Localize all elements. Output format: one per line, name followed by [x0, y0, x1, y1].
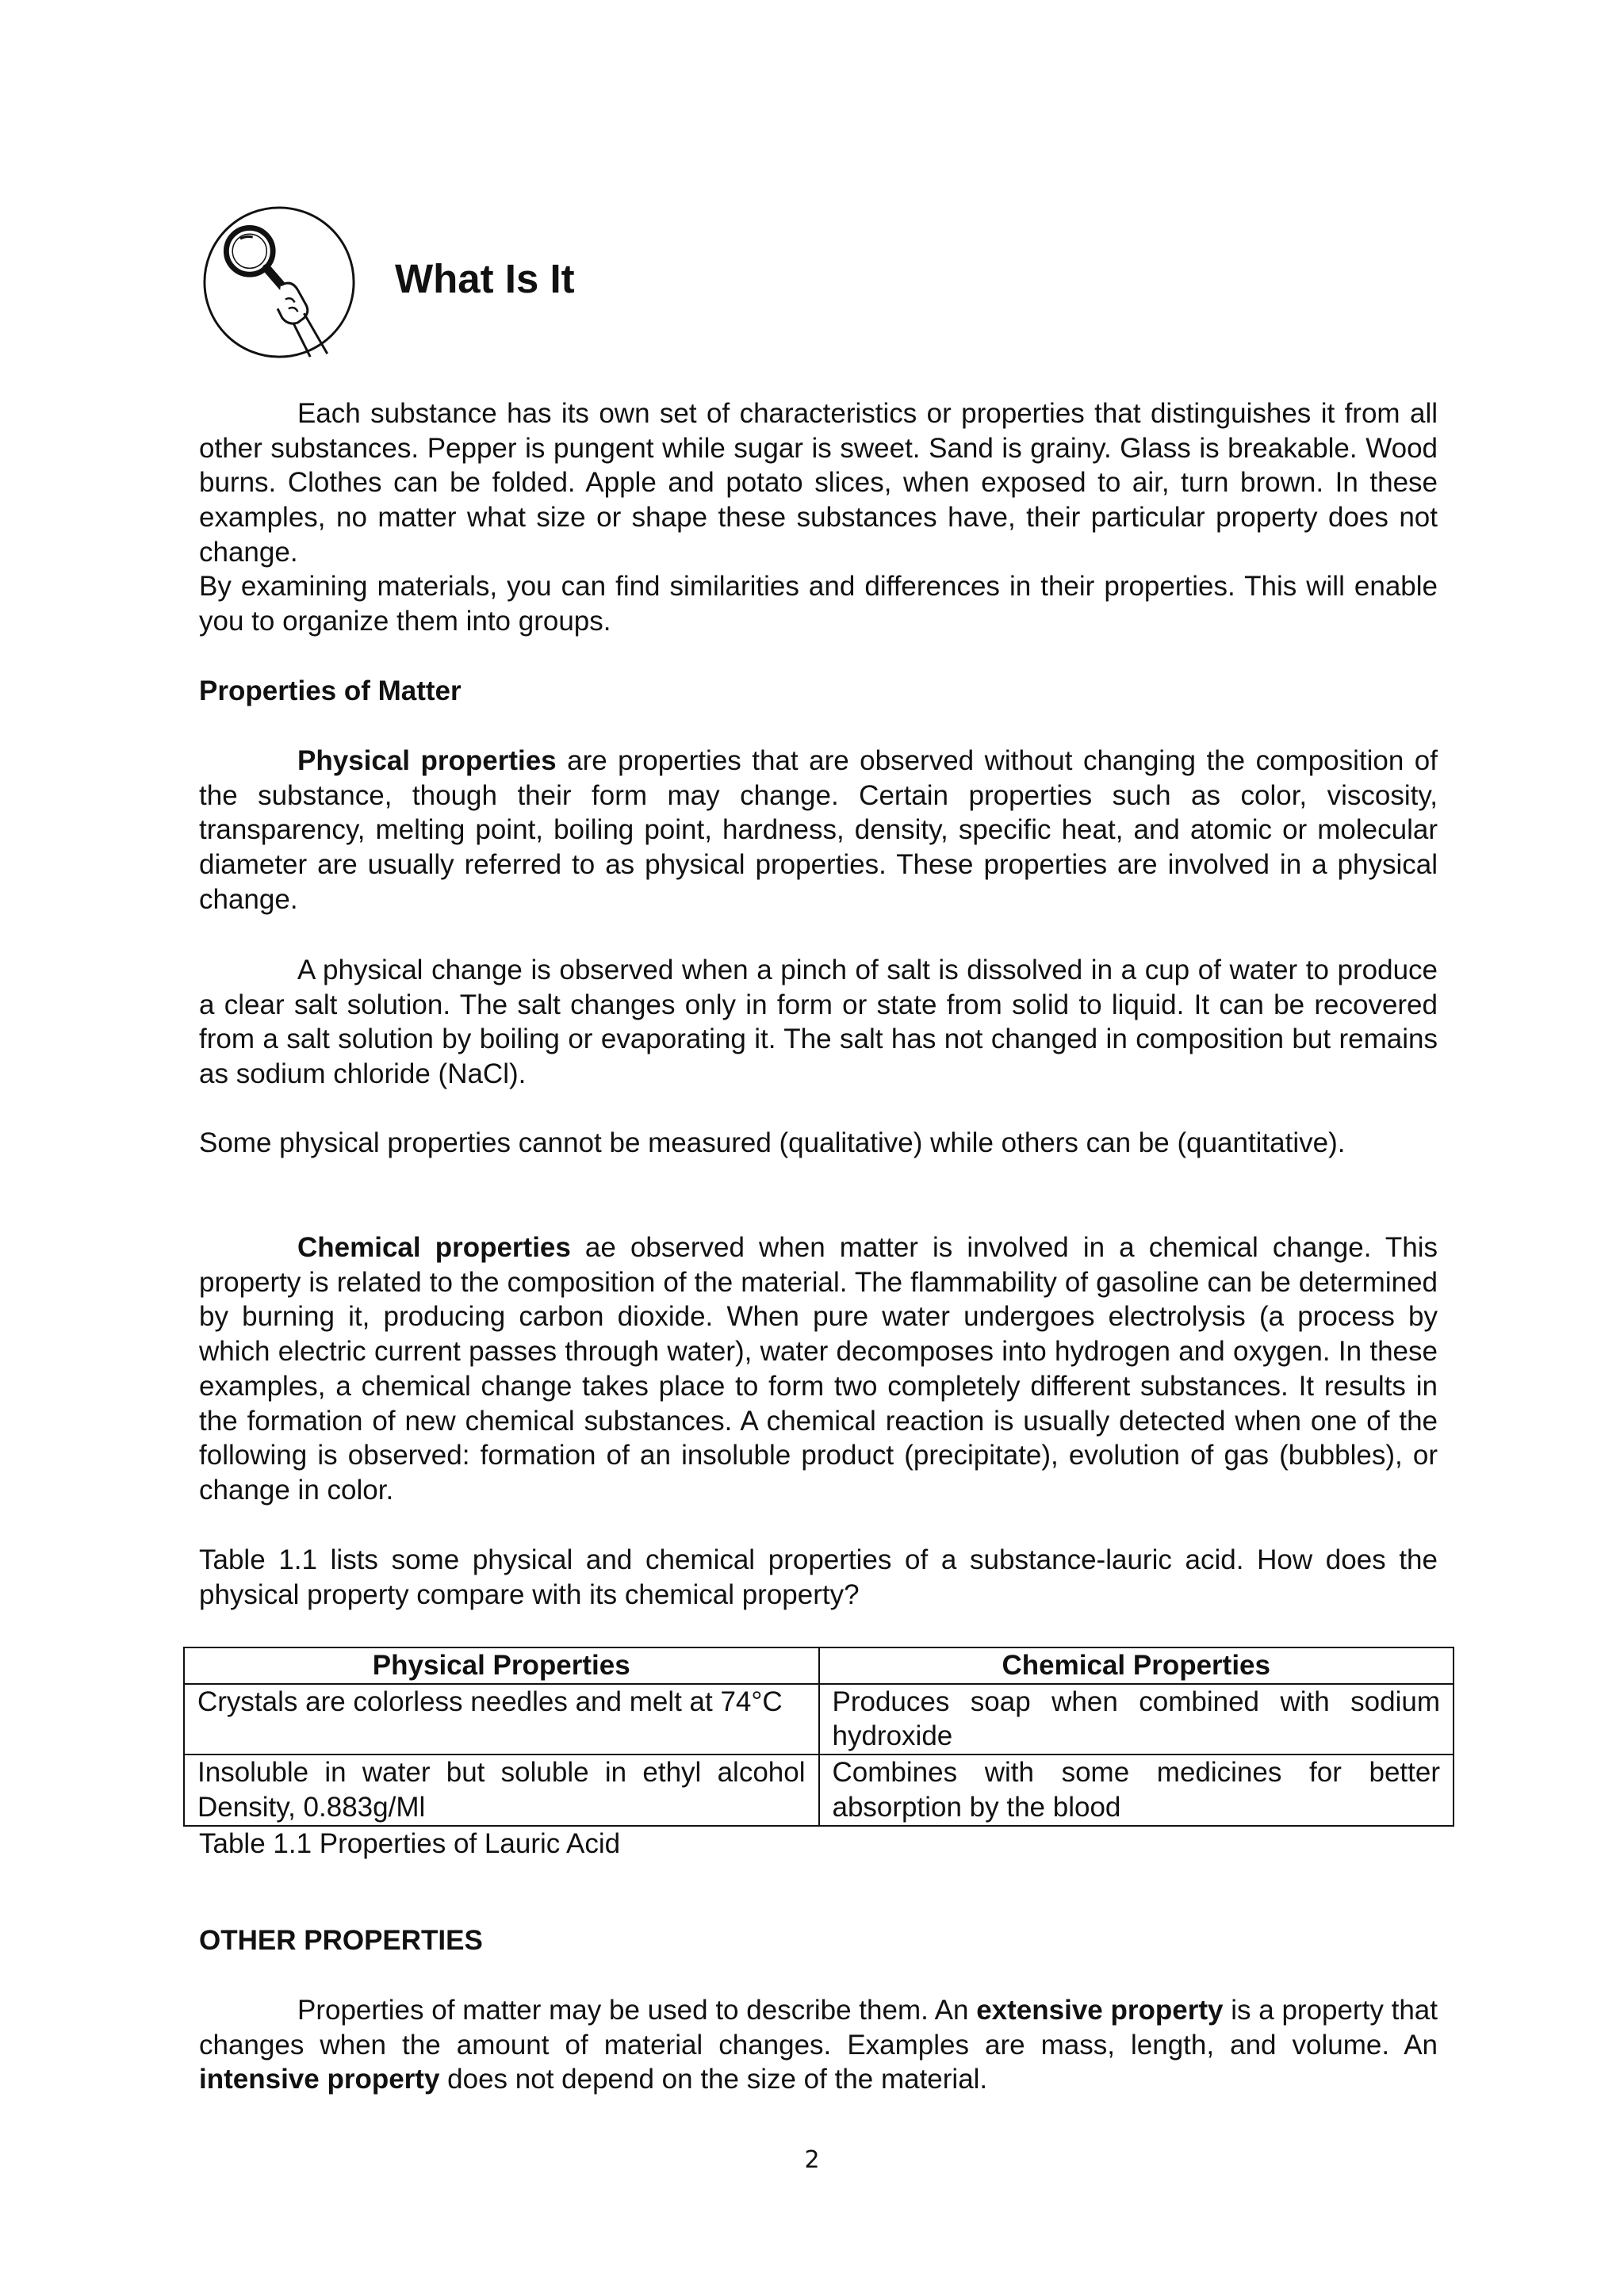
other-properties-paragraph: [199, 1993, 1438, 2097]
page-number: 2: [804, 2146, 820, 2174]
other-properties-text: is a property that changes when the amount of material changes. Examples are mass, length, and volume. An: [199, 1995, 1438, 2061]
subheading-other-properties: OTHER PROPERTIES: [199, 1925, 483, 1956]
measurement-paragraph: Some physical properties cannot be measured (qualitative) while others can be (quantitative).: [199, 1127, 1346, 1158]
physical-properties-paragraph: [199, 744, 1438, 917]
table-cell: Combines with some medicines for better absorption by the blood: [819, 1755, 1454, 1825]
other-properties-text: does not depend on the size of the material.: [439, 2064, 988, 2095]
physical-change-paragraph: A physical change is observed when a pinch of salt is dissolved in a cup of water to produce a clear salt solution. The salt changes only in form or state from solid to liquid. It can be recovered from a salt solution by boiling or evaporating it. The salt has not changed in composition but remains as sodium chloride (NaCl).: [199, 955, 1438, 1090]
table-header-row: [184, 1647, 1454, 1684]
other-properties-text: Properties of matter may be used to describe them. An: [297, 1995, 977, 2026]
chemical-properties-text: ae observed when matter is involved in a chemical change. This property is related to the composition of the material. The flammability of gasoline can be determined by burning it, producing carbon dioxide. When pure water undergoes electrolysis (a process by which electric current passes through water), water decomposes into hydrogen and oxygen. In these examples, a chemical change takes place to form two completely different substances. It results in the formation of new chemical substances. A chemical reaction is usually detected when one of the following is observed: formation of an insoluble product (precipitate), evolution of gas (bubbles), or change in color.: [199, 1232, 1438, 1506]
extensive-property-term: extensive property: [976, 1995, 1224, 2026]
table-cell: Produces soap when combined with sodium hydroxide: [819, 1684, 1454, 1755]
table-row: [184, 1684, 1454, 1755]
section-title: What Is It: [395, 256, 575, 301]
table-caption: Table 1.1 Properties of Lauric Acid: [199, 1828, 621, 1859]
table-cell: Insoluble in water but soluble in ethyl alcohol Density, 0.883g/Ml: [184, 1755, 819, 1825]
physical-properties-text: are properties that are observed without changing the composition of the substance, though their form may change. Certain properties such as color, viscosity, transparency, melting point, boiling point, hardness, density, specific heat, and atomic or molecular diameter are usually referred to as physical properties. These properties are involved in a physical change.: [199, 745, 1438, 915]
lauric-acid-properties-table: [183, 1647, 1454, 1827]
chemical-properties-term: Chemical properties: [297, 1232, 571, 1263]
chemical-properties-paragraph: [199, 1230, 1438, 1508]
intro-paragraph-2: By examining materials, you can find similarities and differences in their properties. This will enable you to organize them into groups.: [199, 571, 1438, 637]
table-header-cell: Physical Properties: [184, 1647, 819, 1684]
intensive-property-term: intensive property: [199, 2064, 440, 2095]
intro-paragraph: Each substance has its own set of characteristics or properties that distinguishes it from all other substances. Pepper is pungent while sugar is sweet. Sand is grainy. Glass is breakable. Wood burns. Clothes can be folded. Apple and potato slices, when exposed to air, turn brown. In these examples, no matter what size or shape these substances have, their particular property does not change.: [199, 398, 1438, 568]
table-cell: Crystals are colorless needles and melt at 74°C: [184, 1684, 819, 1755]
subheading-properties-of-matter: Properties of Matter: [199, 675, 462, 706]
magnifying-glass-in-hand-icon: [201, 205, 357, 360]
table-row: [184, 1755, 1454, 1825]
physical-properties-term: Physical properties: [297, 745, 557, 776]
table-header-cell: Chemical Properties: [819, 1647, 1454, 1684]
table-intro-paragraph: Table 1.1 lists some physical and chemical properties of a substance-lauric acid. How does the physical property compare with its chemical property?: [199, 1544, 1438, 1610]
